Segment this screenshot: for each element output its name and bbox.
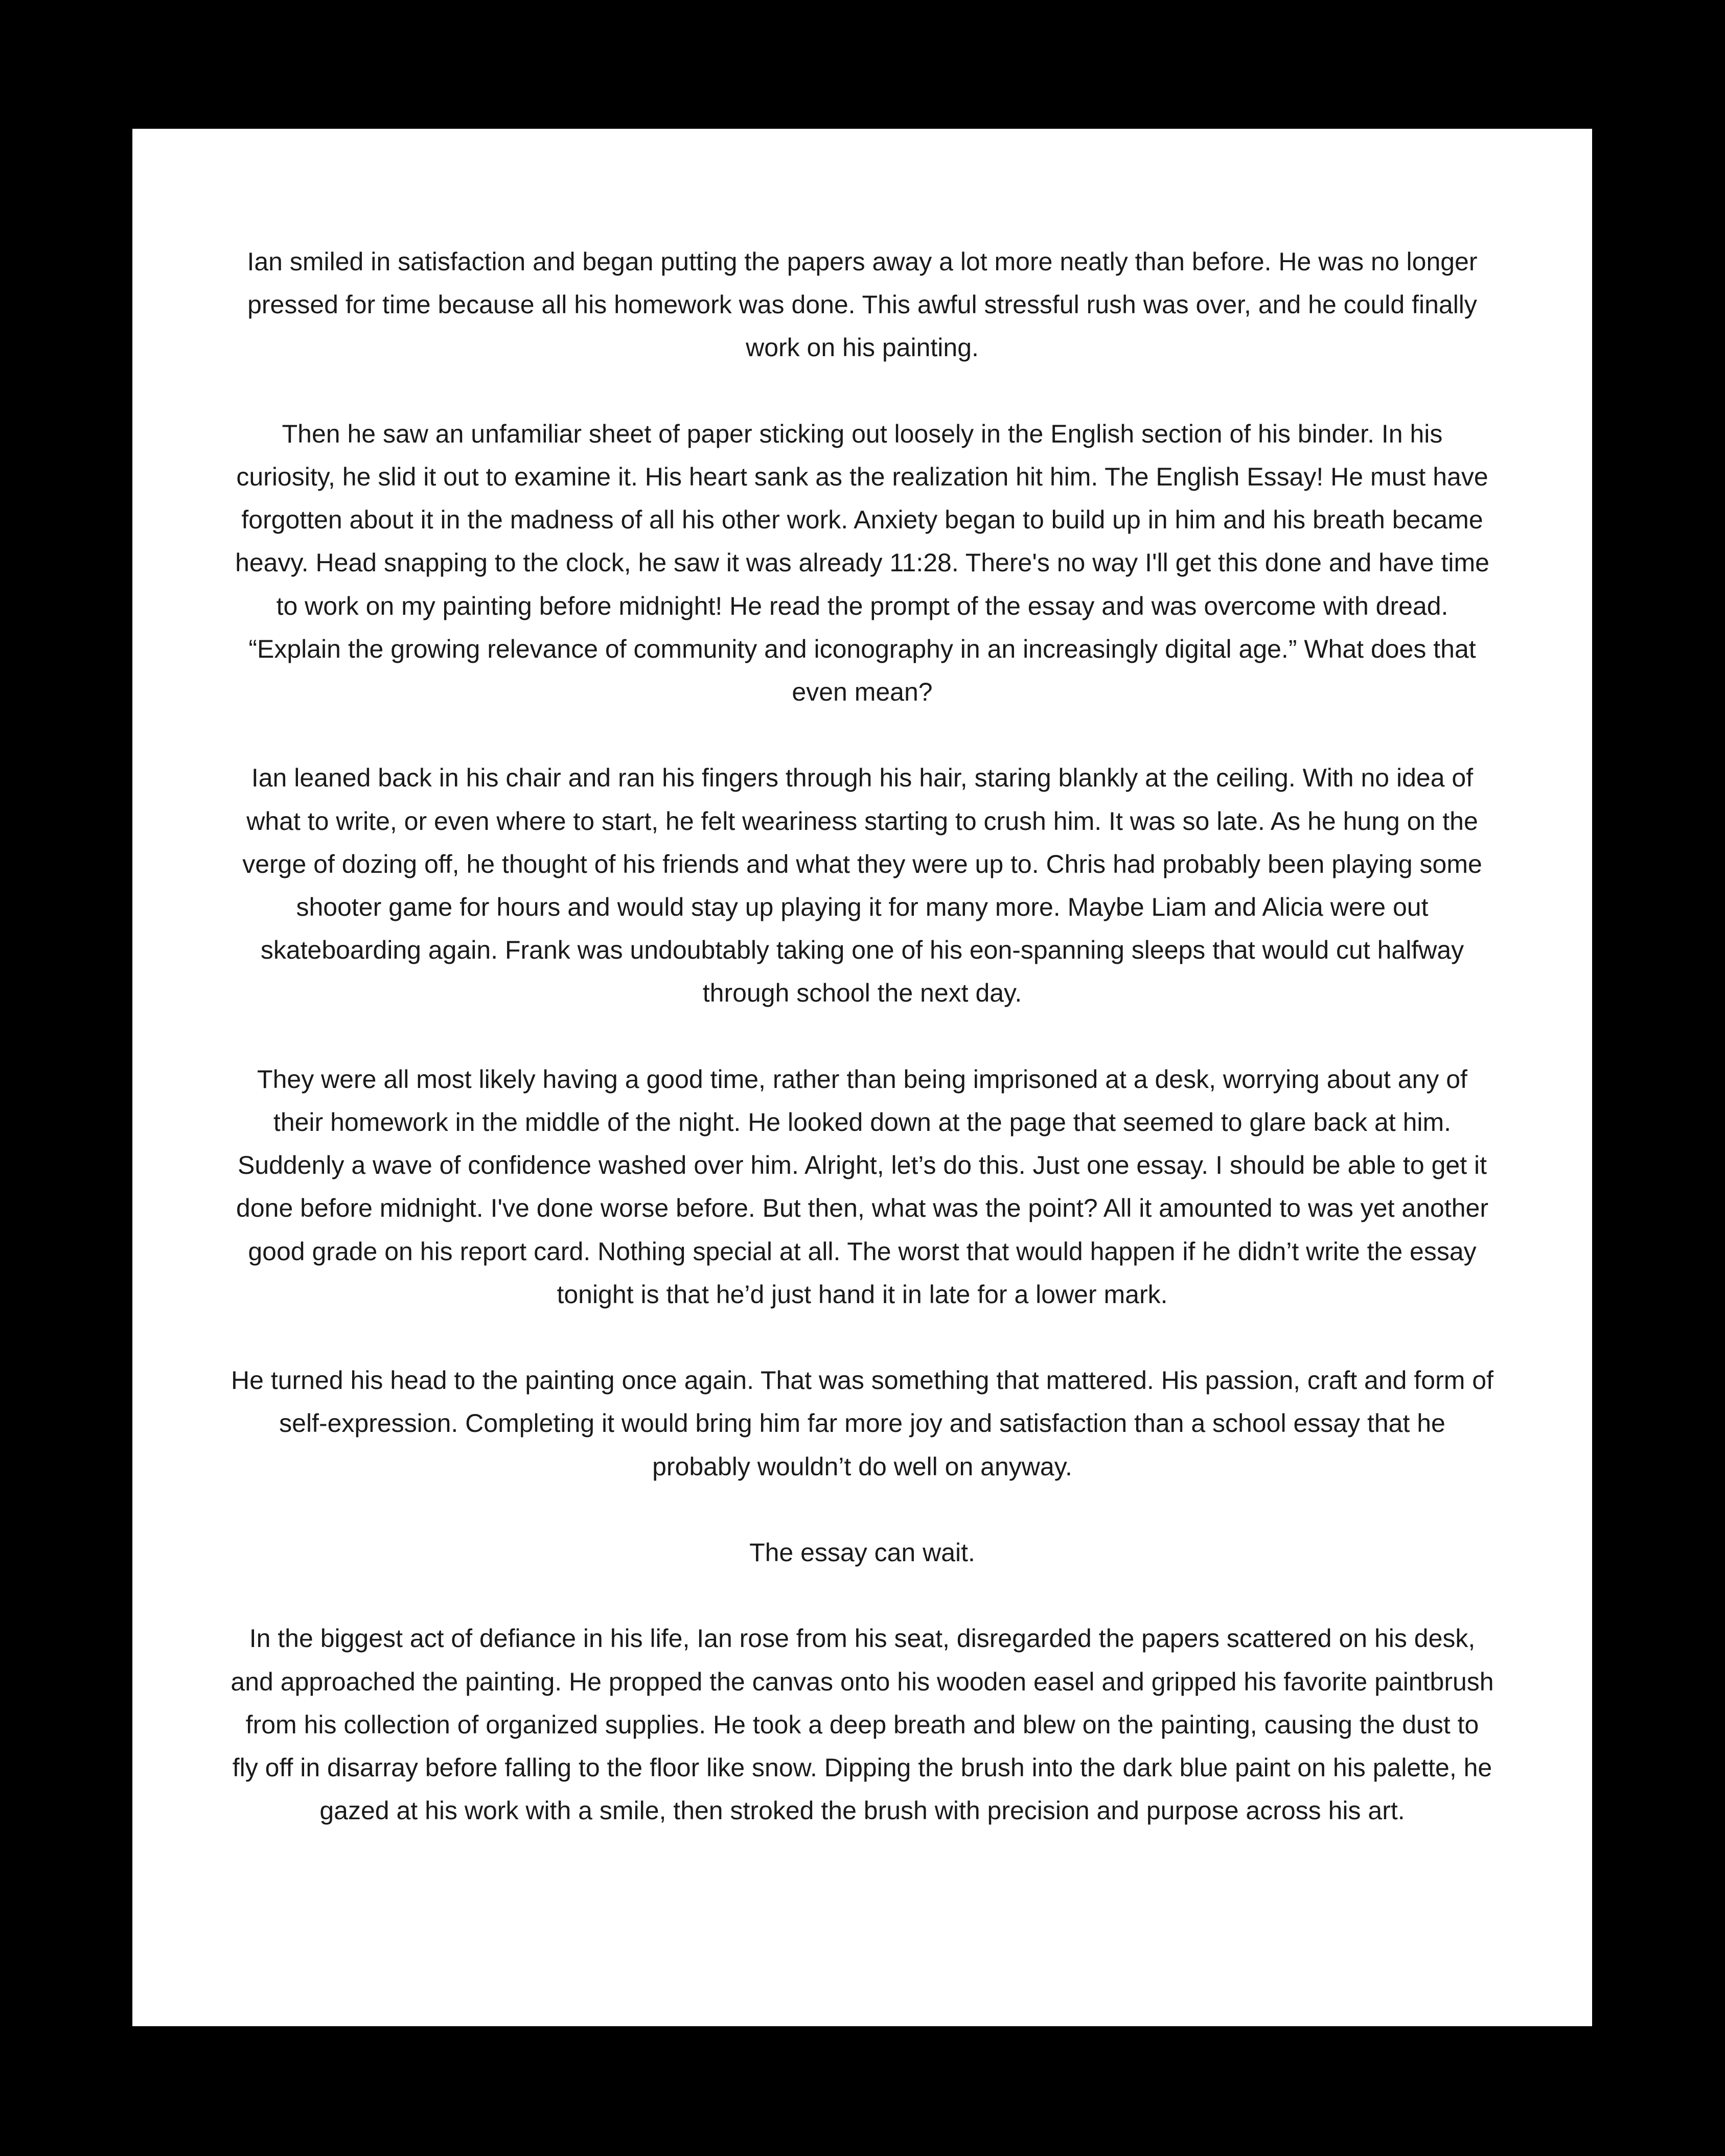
paragraph-5: He turned his head to the painting once again. That was something that mattered. His passion, craft and form of self-expression. Completing it would bring him far more joy and satisfaction than a school essay that he probably wouldn’t do well on anyway. — [231, 1366, 1493, 1481]
paragraph-2: Then he saw an unfamiliar sheet of paper sticking out loosely in the English section of his binder. In his curiosity, he slid it out to examine it. His heart sank as the realization hit him. The English Essay! He must have forgotten about it in the madness of all his other work. Anxiety began to build up in him and his breath became heavy. Head snapping to the clock, he saw it was already 11:28. There's no way I'll get this done and have time to work on my painting before midnight! He read the prompt of the essay and was overcome with dread. “Explain the growing relevance of community and iconography in an increasingly digital age.” What does that even mean? — [235, 419, 1489, 707]
paragraph-7: In the biggest act of defiance in his life, Ian rose from his seat, disregarded the papers scattered on his desk, and approached the painting. He propped the canvas onto his wooden easel and gripped his favorite paintbrush from his collection of organized supplies. He took a deep breath and blew on the painting, causing the dust to fly off in disarray before falling to the floor like snow. Dipping the brush into the dark blue paint on his palette, he gazed at his work with a smile, then stroked the brush with precision and purpose across his art. — [231, 1624, 1494, 1825]
paragraph-4: They were all most likely having a good time, rather than being imprisoned at a desk, worrying about any of their homework in the middle of the night. He looked down at the page that seemed to glare back at him. Suddenly a wave of confidence washed over him. Alright, let’s do this. Just one essay. I should be able to get it done before midnight. I've done worse before. But then, what was the point? All it amounted to was yet another good grade on his report card. Nothing special at all. The worst that would happen if he didn’t write the essay tonight is that he’d just hand it in late for a lower mark. — [236, 1064, 1488, 1309]
paragraph-6: The essay can wait. — [749, 1538, 975, 1567]
story-text — [229, 240, 1495, 1832]
document-page — [132, 129, 1592, 2026]
paragraph-1: Ian smiled in satisfaction and began putting the papers away a lot more neatly than before. He was no longer pressed for time because all his homework was done. This awful stressful rush was over, and he could finally work on his painting. — [247, 247, 1478, 362]
paragraph-3: Ian leaned back in his chair and ran his fingers through his hair, staring blankly at the ceiling. With no idea of what to write, or even where to start, he felt weariness starting to crush him. It was so late. As he hung on the verge of dozing off, he thought of his friends and what they were up to. Chris had probably been playing some shooter game for hours and would stay up playing it for many more. Maybe Liam and Alicia were out skateboarding again. Frank was undoubtably taking one of his eon-spanning sleeps that would cut halfway through school the next day. — [242, 763, 1482, 1008]
